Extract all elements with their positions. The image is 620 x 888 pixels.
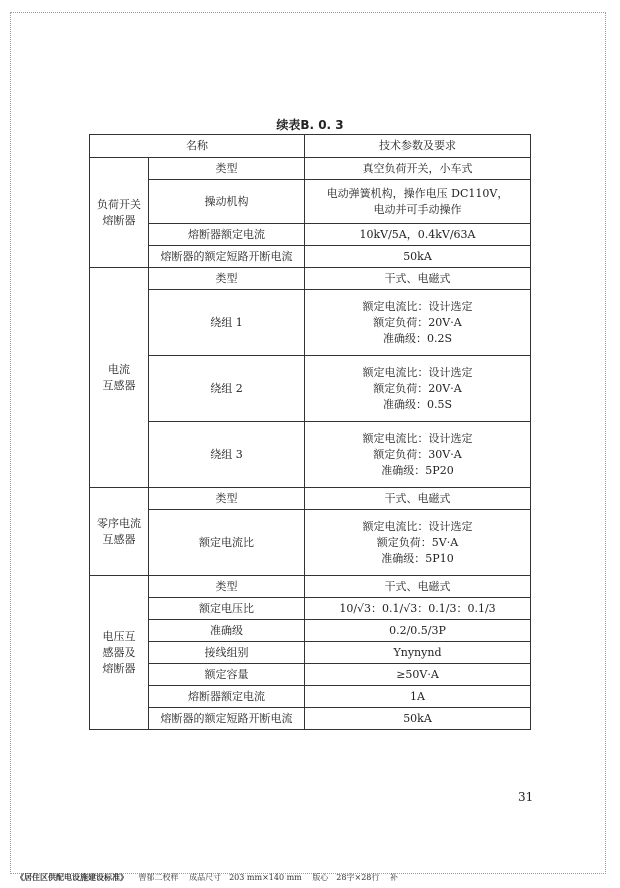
header-name: 名称 <box>90 135 305 158</box>
table-row <box>90 488 531 510</box>
item-name: 熔断器的额定短路开断电流 <box>149 246 305 268</box>
requirement-line: 额定负荷：5V·A <box>376 535 459 549</box>
item-name: 绕组 1 <box>149 290 305 356</box>
item-requirement <box>305 642 531 664</box>
table-row <box>90 356 531 422</box>
table-header-row <box>90 135 531 158</box>
requirement-line: 1A <box>410 689 425 703</box>
requirement-line: 10kV/5A，0.4kV/63A <box>359 227 476 241</box>
table-row <box>90 268 531 290</box>
item-name: 额定容量 <box>149 664 305 686</box>
table-row <box>90 158 531 180</box>
table-row <box>90 422 531 488</box>
requirement-line: 准确级：5P10 <box>381 551 454 565</box>
requirement-line: 准确级：0.2S <box>382 331 453 345</box>
group-label: 电压互 感器及 熔断器 <box>90 576 149 730</box>
requirement-line: 50kA <box>403 711 432 725</box>
item-requirement <box>305 598 531 620</box>
table-row <box>90 620 531 642</box>
requirement-line: 额定负荷：20V·A <box>373 315 462 329</box>
item-name: 类型 <box>149 268 305 290</box>
item-requirement <box>305 620 531 642</box>
table-row <box>90 708 531 730</box>
item-name: 类型 <box>149 158 305 180</box>
requirement-line: 电动弹簧机构，操作电压 DC110V， <box>326 186 509 200</box>
item-requirement <box>305 268 531 290</box>
item-requirement <box>305 576 531 598</box>
requirement-line: 额定负荷：30V·A <box>373 447 462 461</box>
requirement-line: 50kA <box>403 249 432 263</box>
item-requirement <box>305 488 531 510</box>
requirement-line: 额定电流比：设计选定 <box>362 519 473 533</box>
item-requirement <box>305 422 531 488</box>
item-name: 熔断器额定电流 <box>149 686 305 708</box>
requirement-line: 额定负荷：20V·A <box>373 381 462 395</box>
requirement-line: 10/√3：0.1/√3：0.1/3：0.1/3 <box>339 601 496 615</box>
footer-mark: 补 <box>389 873 398 882</box>
item-requirement <box>305 246 531 268</box>
table-caption: 续表B. 0. 3 <box>276 118 344 132</box>
item-requirement <box>305 158 531 180</box>
requirement-line: 0.2/0.5/3P <box>389 623 446 637</box>
requirement-line: 电动并可手动操作 <box>373 202 462 216</box>
table-row <box>90 290 531 356</box>
table-row <box>90 598 531 620</box>
item-requirement <box>305 664 531 686</box>
table-row <box>90 576 531 598</box>
item-requirement <box>305 708 531 730</box>
spec-table <box>89 134 531 730</box>
table-row <box>90 180 531 224</box>
footer-core: 版心 28字×28行 <box>312 873 380 882</box>
table-row <box>90 246 531 268</box>
print-footer <box>16 872 406 883</box>
requirement-line: 干式、电磁式 <box>384 579 451 593</box>
item-name: 绕组 2 <box>149 356 305 422</box>
footer-proof: 曾郁二校样 <box>138 873 179 882</box>
requirement-line: 额定电流比：设计选定 <box>362 299 473 313</box>
table-row <box>90 224 531 246</box>
item-requirement <box>305 356 531 422</box>
item-name: 接线组别 <box>149 642 305 664</box>
item-name: 类型 <box>149 488 305 510</box>
footer-size: 成品尺寸 203 mm×140 mm <box>189 873 302 882</box>
group-label: 负荷开关 熔断器 <box>90 158 149 268</box>
item-requirement <box>305 180 531 224</box>
item-name: 熔断器的额定短路开断电流 <box>149 708 305 730</box>
requirement-line: 额定电流比：设计选定 <box>362 431 473 445</box>
item-name: 熔断器额定电流 <box>149 224 305 246</box>
requirement-line: ≥50V·A <box>396 667 439 681</box>
item-requirement <box>305 510 531 576</box>
requirement-line: 干式、电磁式 <box>384 491 451 505</box>
item-name: 类型 <box>149 576 305 598</box>
table-row <box>90 642 531 664</box>
item-requirement <box>305 224 531 246</box>
requirement-line: 额定电流比：设计选定 <box>362 365 473 379</box>
requirement-line: 准确级：5P20 <box>381 463 454 477</box>
item-name: 额定电流比 <box>149 510 305 576</box>
table-row <box>90 686 531 708</box>
item-name: 操动机构 <box>149 180 305 224</box>
item-requirement <box>305 686 531 708</box>
item-name: 准确级 <box>149 620 305 642</box>
footer-title: 《居住区供配电设施建设标准》 <box>16 872 128 882</box>
page-number: 31 <box>518 790 534 804</box>
item-name: 绕组 3 <box>149 422 305 488</box>
requirement-line: 真空负荷开关，小车式 <box>362 161 473 175</box>
table-row <box>90 664 531 686</box>
item-name: 额定电压比 <box>149 598 305 620</box>
header-requirements: 技术参数及要求 <box>305 135 531 158</box>
item-requirement <box>305 290 531 356</box>
group-label: 零序电流 互感器 <box>90 488 149 576</box>
requirement-line: 准确级：0.5S <box>382 397 453 411</box>
requirement-line: 干式、电磁式 <box>384 271 451 285</box>
group-label: 电流 互感器 <box>90 268 149 488</box>
requirement-line: Ynynynd <box>393 645 442 659</box>
table-row <box>90 510 531 576</box>
